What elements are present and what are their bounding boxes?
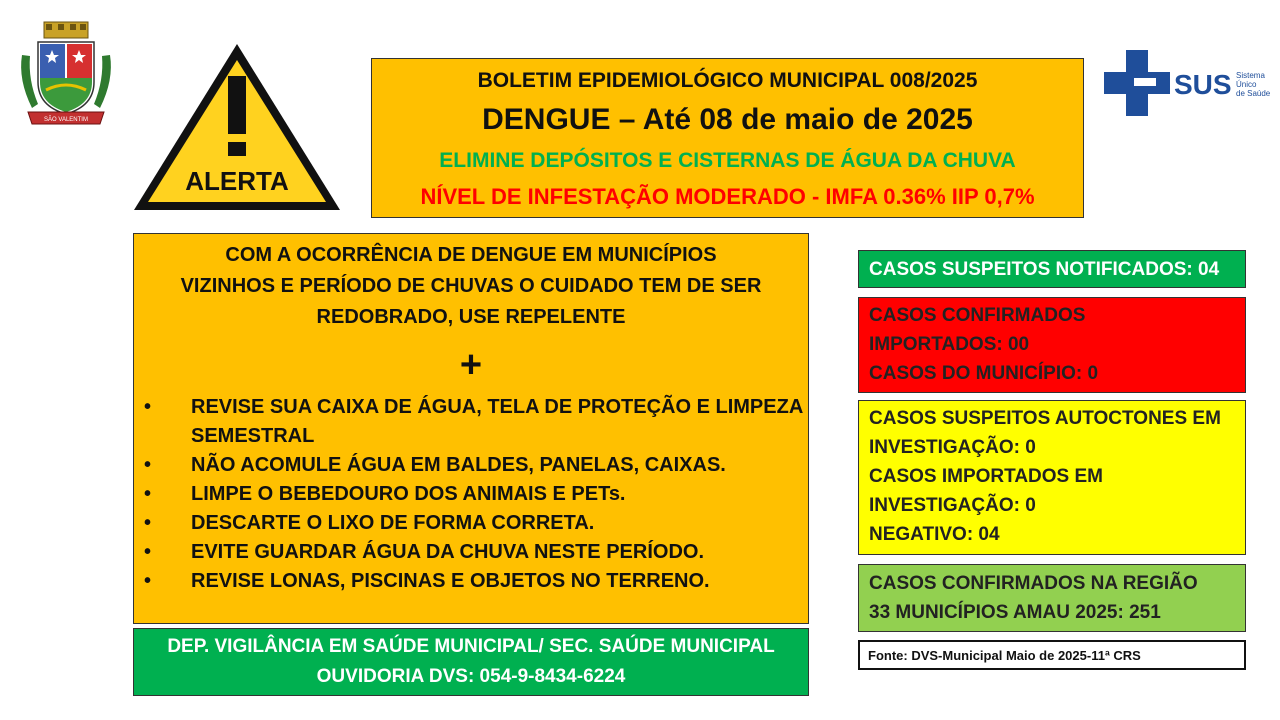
sus-tagline-1: Sistema (1236, 71, 1265, 80)
autochthonous-label: CASOS SUSPEITOS AUTOCTONES EM (869, 408, 1221, 429)
suspected-cases: CASOS SUSPEITOS NOTIFICADOS: 04 (869, 259, 1220, 280)
confirmed-cases-title: CASOS CONFIRMADOS (869, 305, 1086, 326)
intro-line-3: REDOBRADO, USE REPELENTE (316, 306, 626, 328)
department-name: DEP. VIGILÂNCIA EM SAÚDE MUNICIPAL/ SEC. SAÚDE MUNICIPAL (167, 636, 775, 657)
municipal-crest-icon (16, 20, 116, 128)
bulletin-title: BOLETIM EPIDEMIOLÓGICO MUNICIPAL 008/2025 (477, 69, 978, 92)
prevention-box (133, 233, 809, 624)
list-item: • LIMPE O BEBEDOURO DOS ANIMAIS E PETs. (134, 480, 808, 509)
department-footer (133, 628, 809, 696)
municipal-cases: CASOS DO MUNICÍPIO: 0 (869, 363, 1099, 384)
bulletin-call-to-action: ELIMINE DEPÓSITOS E CISTERNAS DE ÁGUA DA CHUVA (439, 149, 1016, 172)
plus-sign: + (459, 344, 483, 386)
sus-logo-text: SUS (1174, 69, 1232, 100)
negative-cases: NEGATIVO: 04 (869, 524, 1000, 545)
suspected-cases-box (858, 250, 1246, 288)
bullet-icon: • (144, 512, 152, 534)
list-item: • EVITE GUARDAR ÁGUA DA CHUVA NESTE PERÍODO. (134, 538, 808, 567)
region-cases-title: CASOS CONFIRMADOS NA REGIÃO (869, 573, 1198, 594)
warning-triangle-icon (128, 38, 346, 214)
list-item: • NÃO ACOMULE ÁGUA EM BALDES, PANELAS, CAIXAS. (134, 451, 808, 480)
region-cases-box (858, 564, 1246, 632)
sus-tagline-2: Único (1236, 80, 1257, 89)
bullet-icon: • (144, 454, 152, 476)
sus-tagline-3: de Saúde (1236, 89, 1271, 98)
infestation-level: NÍVEL DE INFESTAÇÃO MODERADO - IMFA 0.36% IIP 0,7% (420, 184, 1035, 209)
investigation-box (858, 400, 1246, 555)
list-item: • REVISE LONAS, PISCINAS E OBJETOS NO TERRENO. (134, 567, 808, 596)
bullet-icon: • (144, 396, 152, 418)
bullet-icon: • (144, 483, 152, 505)
sus-logo (1104, 50, 1272, 118)
confirmed-cases-box (858, 297, 1246, 393)
region-cases-value: 33 MUNICÍPIOS AMAU 2025: 251 (869, 602, 1161, 623)
imported-cases: IMPORTADOS: 00 (869, 334, 1030, 355)
prevention-list (134, 393, 808, 596)
source-note: Fonte: DVS-Municipal Maio de 2025-11ª CRS (858, 640, 1246, 670)
bullet-icon: • (144, 570, 152, 592)
bulletin-subtitle: DENGUE – Até 08 de maio de 2025 (482, 103, 973, 136)
imported-investigation-value: INVESTIGAÇÃO: 0 (869, 495, 1036, 516)
crest-banner-text: SÃO VALENTIM (44, 117, 88, 123)
bullet-icon: • (144, 541, 152, 563)
bulletin-header (371, 58, 1084, 218)
intro-line-1: COM A OCORRÊNCIA DE DENGUE EM MUNICÍPIOS (225, 244, 717, 266)
intro-line-2: VIZINHOS E PERÍODO DE CHUVAS O CUIDADO TEM DE SER (180, 275, 762, 297)
ombudsman-phone: OUVIDORIA DVS: 054-9-8434-6224 (316, 666, 626, 687)
autochthonous-value: INVESTIGAÇÃO: 0 (869, 437, 1036, 458)
alert-label: ALERTA (185, 166, 289, 196)
list-item: • DESCARTE O LIXO DE FORMA CORRETA. (134, 509, 808, 538)
list-item: • REVISE SUA CAIXA DE ÁGUA, TELA DE PROTEÇÃO E LIMPEZA SEMESTRAL (134, 393, 808, 451)
prevention-intro (144, 240, 798, 333)
imported-investigation-label: CASOS IMPORTADOS EM (869, 466, 1103, 487)
